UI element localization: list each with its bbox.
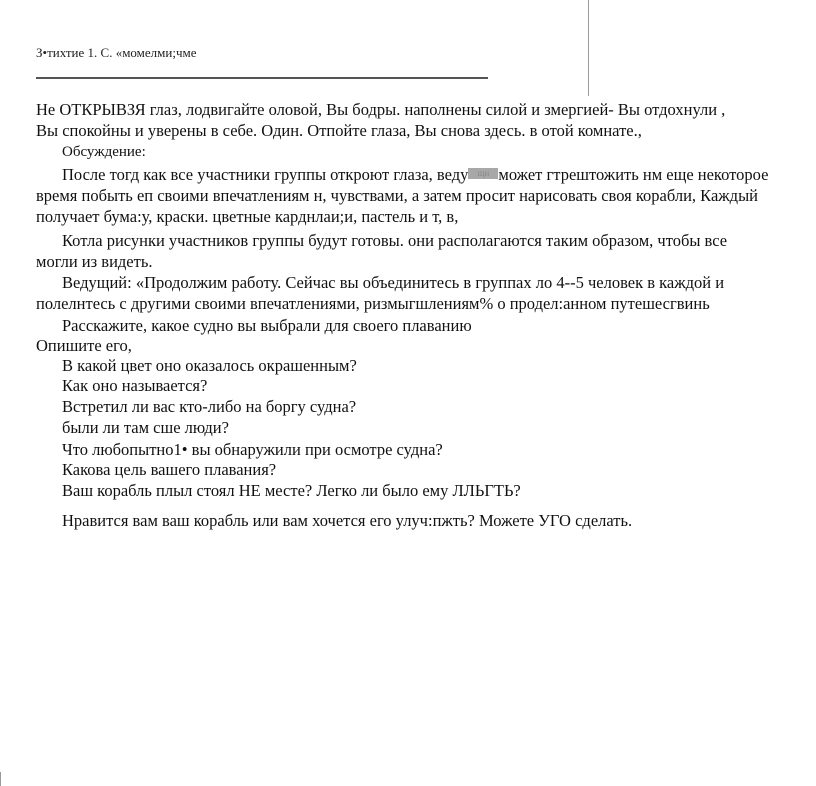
question-9: Ваш корабль плыл стоял НЕ месте? Легко ли было ему ЛЛЬГТЬ? xyxy=(62,481,521,500)
paragraph-2-line-1 xyxy=(62,165,768,185)
document-header: З•тихтие 1. С. «момелми;чме xyxy=(36,45,197,60)
paragraph-4-line-1: Ведущий: «Продолжим работу. Сейчас вы объединитесь в группах ло 4--5 человек в каждой и xyxy=(62,273,725,292)
paragraph-3-line-1: Котла рисунки участников группы будут готовы. они располагаются таким образом, чтобы все xyxy=(62,231,728,250)
question-5: Встретил ли вас кто-либо на боргу судна? xyxy=(62,397,357,416)
paragraph-2-line-1-start: После тогд как все участники группы откроют глаза, веду xyxy=(62,165,469,184)
page-divider-line xyxy=(588,0,589,96)
question-3: В какой цвет оно оказалось окрашенным? xyxy=(62,356,357,375)
question-7: Что любопытно1• вы обнаружили при осмотре судна? xyxy=(62,440,443,459)
question-2: Опишите его, xyxy=(36,336,132,355)
paragraph-2-line-1-end: может гтрештожить нм еще некоторое xyxy=(498,165,769,184)
question-1: Расскажите, какое судно вы выбрали для своего плаванию xyxy=(62,316,472,335)
discussion-heading: Обсуждение: xyxy=(62,144,146,160)
paragraph-4-line-2: полелнтесь с другими своими впечатлениями, ризмыгшлениям% о продел:анном путешесгвинь xyxy=(36,294,710,313)
paragraph-1-line-2: Вы спокойны и уверены в себе. Один. Отпойте глаза, Вы снова здесь. в отой комнате., xyxy=(36,121,642,140)
paragraph-2-line-3: получает бума:у, краски. цветные карднлаи;и, пастель и т, в, xyxy=(36,207,459,226)
paragraph-2-line-2: время побыть еп своими впечатлениям н, чувствами, а затем просит нарисовать своя корабли, Каждый xyxy=(36,186,758,205)
question-10: Нравится вам ваш корабль или вам хочется его улуч:пжть? Можете УГО сделать. xyxy=(62,511,633,530)
redaction-mark: щи xyxy=(468,168,498,179)
paragraph-3-line-2: могли из видеть. xyxy=(36,252,153,271)
question-8: Какова цель вашего плавания? xyxy=(62,460,277,479)
header-rule xyxy=(36,77,488,79)
question-6: были ли там сше люди? xyxy=(62,418,229,437)
question-4: Как оно называется? xyxy=(62,376,208,395)
page-corner-mark xyxy=(0,772,1,786)
paragraph-1-line-1: Не ОТКРЫВЗЯ глаз, лодвигайте оловой, Вы бодры. наполнены силой и змергией- Вы отдохнули , xyxy=(36,100,726,119)
